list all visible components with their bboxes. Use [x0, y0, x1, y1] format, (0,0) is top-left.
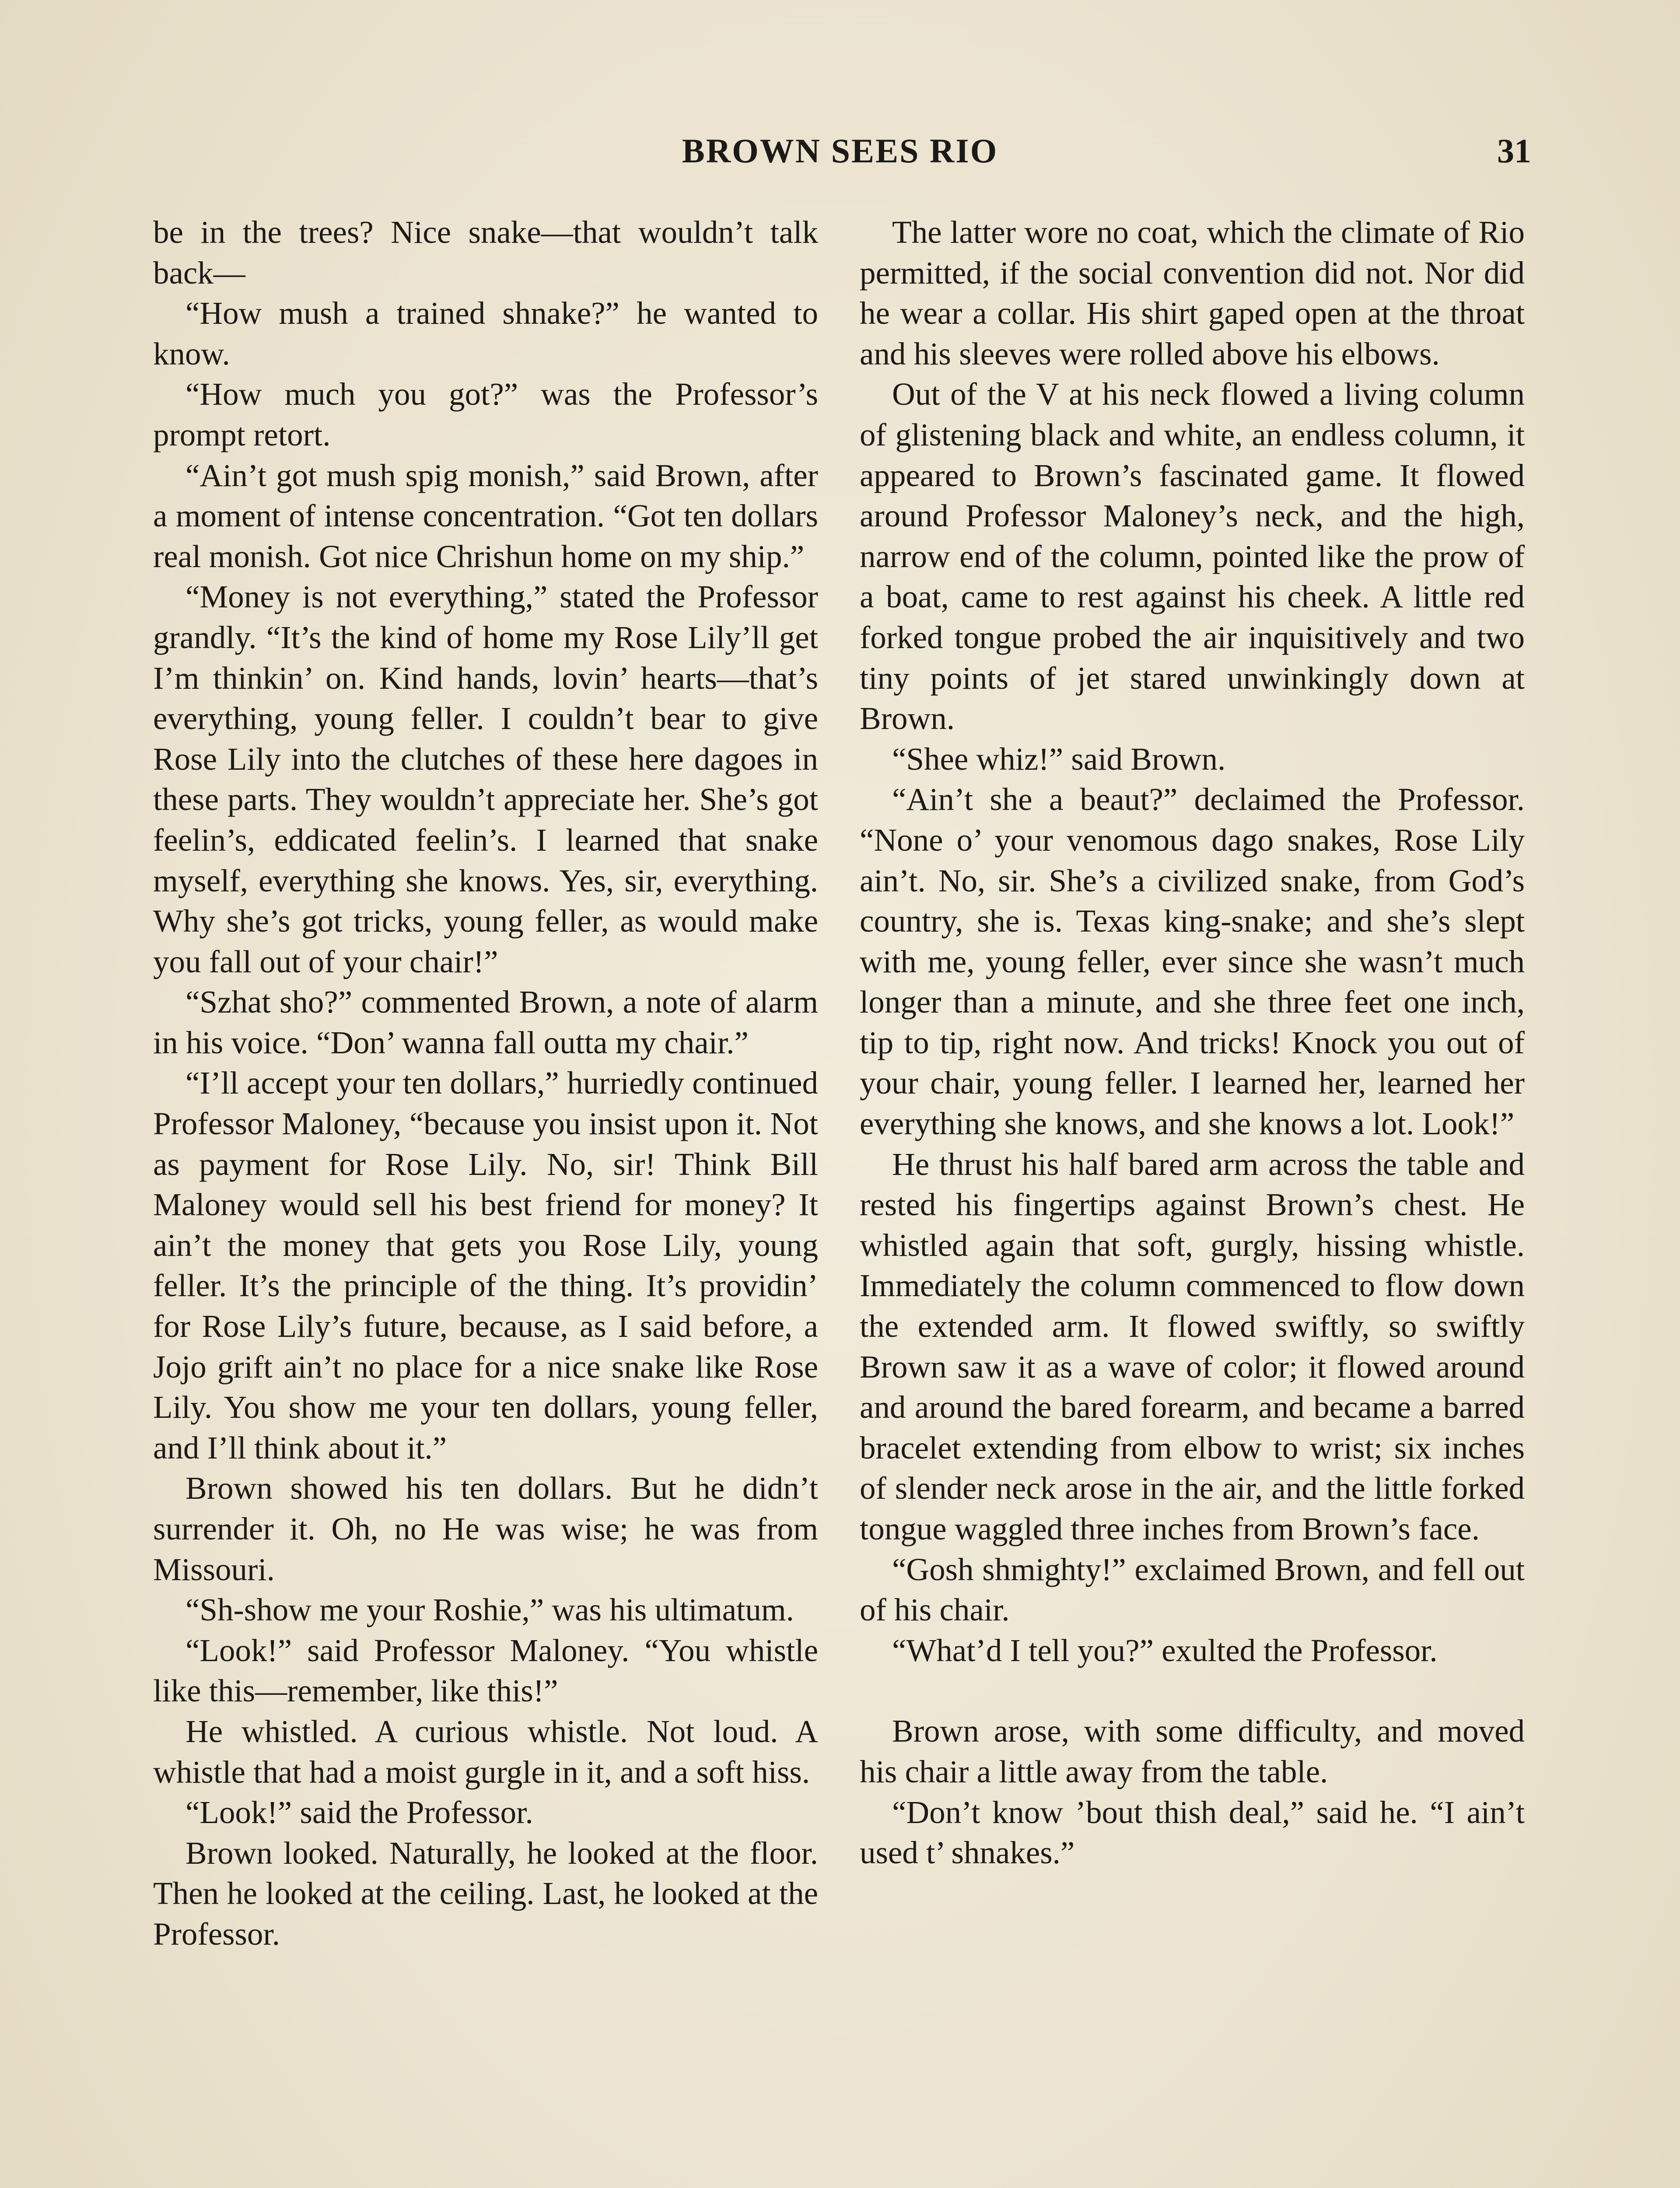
- paragraph: “Look!” said Professor Maloney. “You whistle like this—remember, like this!”: [153, 1632, 818, 1709]
- paragraph: “How mush a trained shnake?” he wanted to know.: [153, 295, 818, 372]
- paragraph: “Look!” said the Professor.: [186, 1795, 533, 1830]
- paragraph: “Gosh shmighty!” exclaimed Brown, and fell out of his chair.: [860, 1551, 1525, 1628]
- paragraph: “Money is not everything,” stated the Professor grandly. “It’s the kind of home my Rose Lily’ll get I’m thinkin’ on. Kind hands, lovin’ hearts—that’s everything, young feller. I couldn’t bear to give Rose Lily into the clutches of these here dagoes in these parts. They wouldn’t appreciate her. She’s got feelin’s, eddicated feelin’s. I learned that snake myself, everything she knows. Yes, sir, everything. Why she’s got tricks, young feller, as would make you fall out of your chair!”: [153, 579, 818, 979]
- paragraph: Out of the V at his neck flowed a living column of glistening black and white, an endless column, it appeared to Brown’s fascinated game. It flowed around Professor Maloney’s neck, and the high, narrow end of the column, pointed like the prow of a boat, came to rest against his cheek. A little red forked tongue probed the air inquisitively and two tiny points of jet stared unwinkingly down at Brown.: [860, 376, 1525, 736]
- right-text-column: [860, 212, 1525, 1873]
- left-text-column: [153, 212, 818, 1955]
- paragraph: “Don’t know ’bout thish deal,” said he. “I ain’t used t’ shnakes.”: [860, 1794, 1525, 1871]
- paragraph: “Szhat sho?” commented Brown, a note of alarm in his voice. “Don’ wanna fall outta my chair.”: [153, 984, 818, 1060]
- paragraph: The latter wore no coat, which the climate of Rio permitted, if the social convention did not. Nor did he wear a collar. His shirt gaped open at the throat and his sleeves were rolled above his elbows.: [860, 214, 1525, 372]
- paragraph: be in the trees? Nice snake—that wouldn’t talk back—: [153, 214, 818, 291]
- paragraph: Brown arose, with some difficulty, and moved his chair a little away from the table.: [860, 1713, 1525, 1789]
- paragraph: “Sh-show me your Roshie,” was his ultimatum.: [186, 1592, 794, 1628]
- paragraph: He whistled. A curious whistle. Not loud. A whistle that had a moist gurgle in it, and a soft hiss.: [153, 1713, 818, 1790]
- paragraph: “Ain’t got mush spig monish,” said Brown, after a moment of intense concentration. “Got ten dollars real monish. Got nice Chrishun home on my ship.”: [153, 457, 818, 574]
- page-number: 31: [1497, 132, 1531, 170]
- paragraph: “Shee whiz!” said Brown.: [892, 741, 1226, 777]
- paragraph: “How much you got?” was the Professor’s prompt retort.: [153, 376, 818, 452]
- paragraph: “I’ll accept your ten dollars,” hurriedly continued Professor Maloney, “because you insist upon it. Not as payment for Rose Lily. No, sir! Think Bill Maloney would sell his best friend for money? It ain’t the money that gets you Rose Lily, young feller. It’s the principle of the thing. It’s providin’ for Rose Lily’s future, because, as I said before, a Jojo grift ain’t no place for a nice snake like Rose Lily. You show me your ten dollars, young feller, and I’ll think about it.”: [153, 1065, 818, 1466]
- paragraph: Brown showed his ten dollars. But he didn’t surrender it. Oh, no He was wise; he was from Missouri.: [153, 1470, 818, 1587]
- paragraph: “Ain’t she a beaut?” declaimed the Professor. “None o’ your venomous dago snakes, Rose Lily ain’t. No, sir. She’s a civilized snake, from God’s country, she is. Texas king-snake; and she’s slept with me, young feller, ever since she wasn’t much longer than a minute, and she three feet one inch, tip to tip, right now. And tricks! Knock you out of your chair, young feller. I learned her, learned her everything she knows, and she knows a lot. Look!”: [860, 782, 1525, 1142]
- paragraph: “What’d I tell you?” exulted the Professor.: [892, 1632, 1438, 1668]
- running-head: BROWN SEES RIO: [682, 132, 998, 170]
- paragraph: Brown looked. Naturally, he looked at the floor. Then he looked at the ceiling. Last, he looked at the Professor.: [153, 1835, 818, 1952]
- paragraph: He thrust his half bared arm across the table and rested his fingertips against Brown’s chest. He whistled again that soft, gurgly, hissing whistle. Immediately the column commenced to flow down the extended arm. It flowed swiftly, so swiftly Brown saw it as a wave of color; it flowed around and around the bared forearm, and became a barred bracelet extending from elbow to wrist; six inches of slender neck arose in the air, and the little forked tongue waggled three inches from Brown’s face.: [860, 1146, 1525, 1546]
